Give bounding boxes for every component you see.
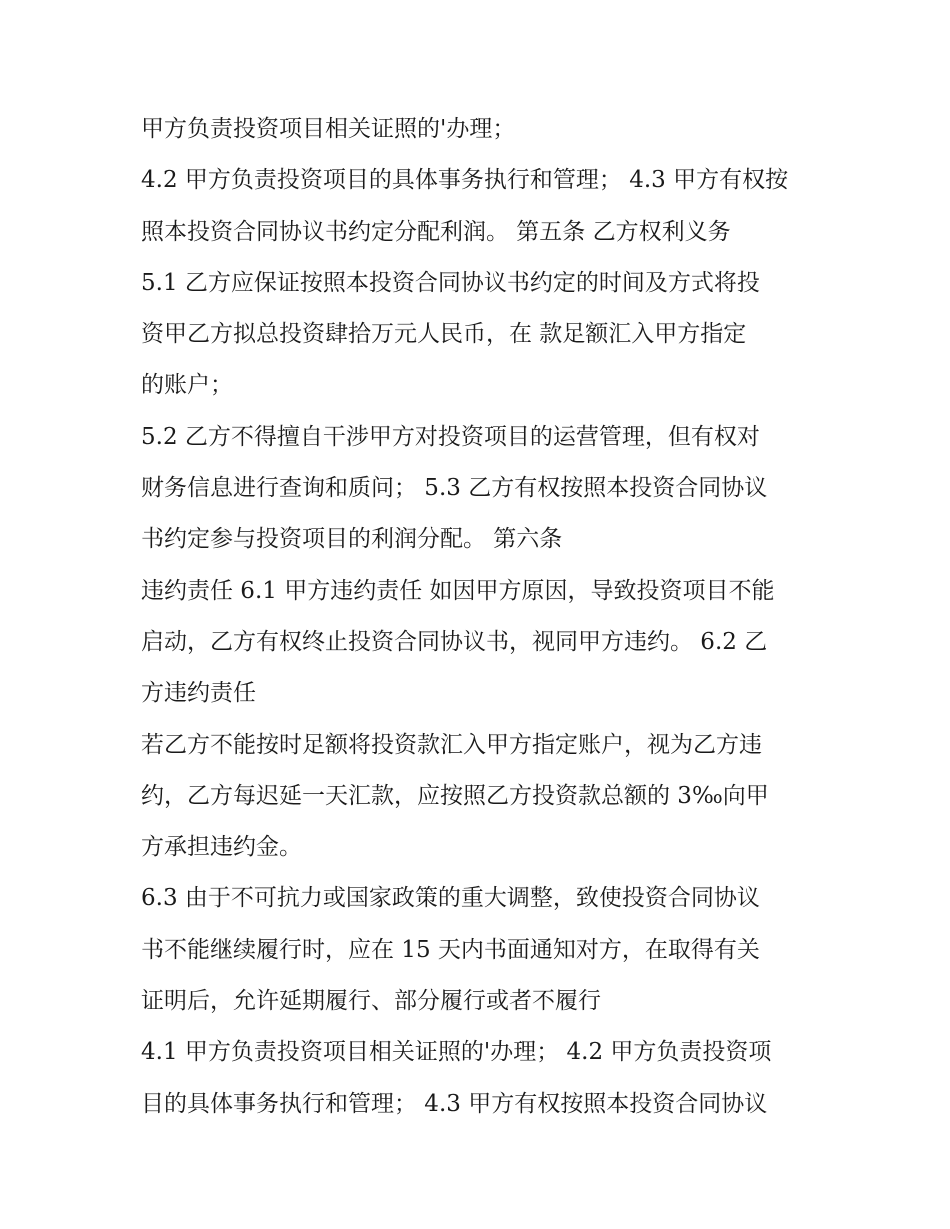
text-line: 的账户； [141,372,233,399]
text-line: 违约责任 6.1 甲方违约责任 如因甲方原因，导致投资项目不能 [141,577,775,604]
text-line: 书不能继续履行时，应在 15 天内书面通知对方，在取得有关 [141,936,760,963]
text-line: 5.1 乙方应保证按照本投资合同协议书约定的时间及方式将投 [141,269,760,296]
text-line: 启动，乙方有权终止投资合同协议书，视同甲方违约。 6.2 乙 [141,628,768,655]
text-line: 5.2 乙方不得擅自干涉甲方对投资项目的运营管理，但有权对 [141,423,760,450]
text-line: 4.1 甲方负责投资项目相关证照的'办理； 4.2 甲方负责投资项 [141,1039,772,1066]
text-line: 目的具体事务执行和管理； 4.3 甲方有权按照本投资合同协议 [141,1090,768,1117]
text-line: 6.3 由于不可抗力或国家政策的重大调整，致使投资合同协议 [141,885,760,912]
text-line: 书约定参与投资项目的利润分配。 第六条 [141,526,563,553]
text-line: 资甲乙方拟总投资肆拾万元人民币，在 款足额汇入甲方指定 [141,321,747,348]
text-line: 约，乙方每迟延一天汇款，应按照乙方投资款总额的 3‰向甲 [141,782,769,809]
text-line: 证明后，允许延期履行、部分履行或者不履行 [141,988,601,1015]
document-body [141,104,821,1130]
text-line: 照本投资合同协议书约定分配利润。 第五条 乙方权利义务 [141,218,731,245]
text-line: 方违约责任 [141,680,256,707]
text-line: 若乙方不能按时足额将投资款汇入甲方指定账户，视为乙方违 [141,731,762,758]
text-line: 方承担违约金。 [141,834,302,861]
text-line: 财务信息进行查询和质问； 5.3 乙方有权按照本投资合同协议 [141,475,768,502]
text-line: 甲方负责投资项目相关证照的'办理； [141,116,516,142]
text-line: 4.2 甲方负责投资项目的具体事务执行和管理； 4.3 甲方有权按 [141,167,789,194]
